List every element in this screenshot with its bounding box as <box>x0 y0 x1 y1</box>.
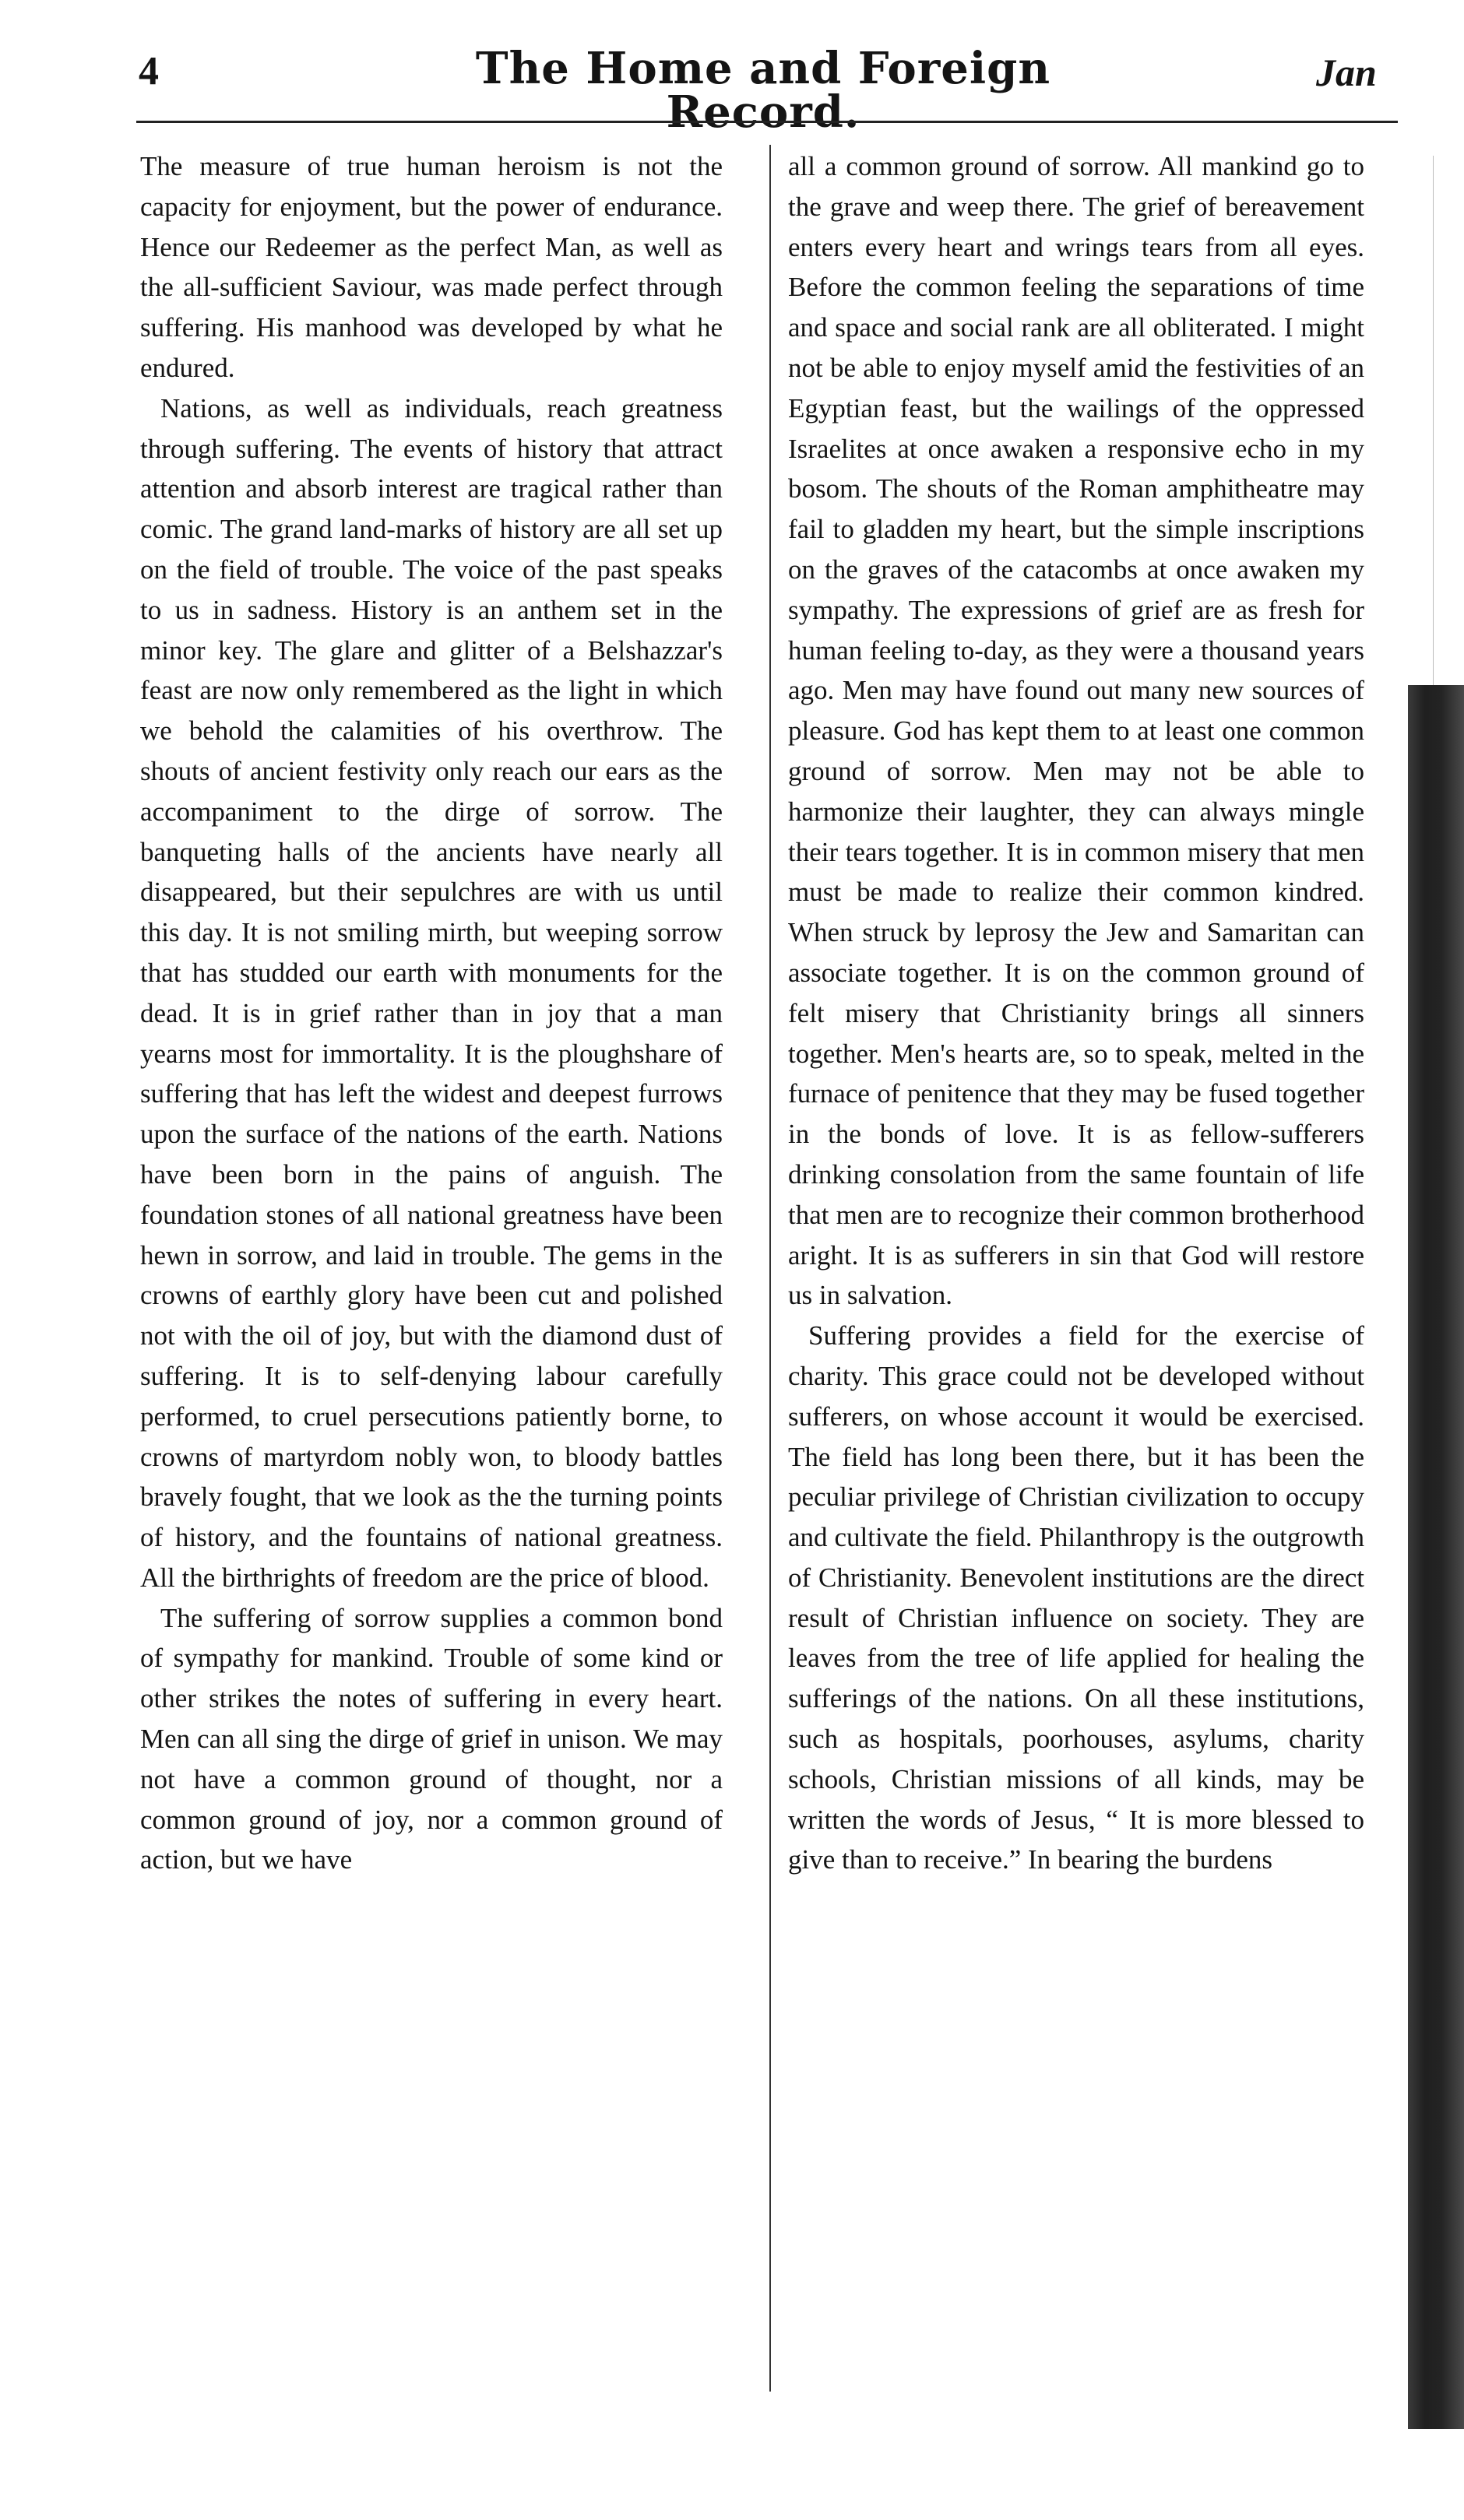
page-edge <box>1433 156 1464 685</box>
left-paragraph-1: The measure of true human heroism is not the capacity for enjoyment, but the power of endurance. Hence our Redeemer as the perfect Man, as well as the all-sufficient Saviour, was made perfect through suffering. His manhood was developed by what he endured. <box>140 151 723 383</box>
scan-edge-shadow <box>1408 685 1464 2429</box>
left-paragraph-3: The suffering of sorrow supplies a common bond of sympathy for mankind. Trouble of some kind or other strikes the notes of suffering in every heart. Men can all sing the dirge of grief in unison. We may not have a common ground of thought, nor a common ground of joy, nor a common ground of action, but we have <box>140 1602 723 1875</box>
right-paragraph-1: all a common ground of sorrow. All mankind go to the grave and weep there. The grief of bereavement enters every heart and wrings tears from all eyes. Before the common feeling the separations of time and space and social rank are all obliterated. I might not be able to enjoy myself amid the festivities of an Egyptian feast, but the wailings of the oppressed Israelites at once awaken a responsive echo in my bosom. The shouts of the Roman amphitheatre may fail to gladden my heart, but the simple inscriptions on the graves of the catacombs at once awaken my sympathy. The expressions of grief are as fresh for human feeling to-day, as they were a thousand years ago. Men may have found out many new sources of pleasure. God has kept them to at least one common ground of sorrow. Men may not be able to harmonize their laughter, they can always mingle their tears together. It is in common misery that men must be made to realize their common kindred. When struck by leprosy the Jew and Samaritan can associate together. It is on the common ground of felt misery that Christianity brings all sinners together. Men's hearts are, so to speak, melted in the furnace of penitence that they may be fused together in the bonds of love. It is as fellow-sufferers drinking consolation from the same fountain of life that men are to recognize their common brotherhood aright. It is as sufferers in sin that God will restore us in salvation. <box>788 151 1364 1311</box>
page-header <box>0 0 1464 138</box>
running-title: The Home and Foreign Record. <box>475 43 1051 138</box>
left-paragraph-2: Nations, as well as individuals, reach greatness through suffering. The events of history that attract attention and absorb interest are tragical rather than comic. The grand land-marks of history are all set up on the field of trouble. The voice of the past speaks to us in sadness. History is an anthem set in the minor key. The glare and glitter of a Belshazzar's feast are now only remembered as the light in which we behold the calamities of his overthrow. The shouts of ancient festivity only reach our ears as the accompaniment to the dirge of sorrow. The banqueting halls of the ancients have nearly all disappeared, but their sepulchres are with us until this day. It is not smiling mirth, but weeping sorrow that has studded our earth with monuments for the dead. It is in grief rather than in joy that a man yearns most for immortality. It is the ploughshare of suffering that has left the widest and deepest furrows upon the surface of the nations of the earth. Nations have been born in the pains of anguish. The foundation stones of all national greatness have been hewn in sorrow, and laid in trouble. The gems in the crowns of earthly glory have been cut and polished not with the oil of joy, but with the diamond dust of suffering. It is to self-denying labour carefully performed, to cruel persecutions patiently borne, to crowns of martyrdom nobly won, to bloody battles bravely fought, that we look as the the turning points of history, and the fountains of national greatness. All the birthrights of freedom are the price of blood. <box>140 392 723 1593</box>
header-rule <box>136 121 1398 123</box>
running-date: Jan <box>1316 51 1377 94</box>
column-divider <box>769 145 771 2392</box>
left-column <box>140 146 723 2404</box>
right-column <box>788 146 1364 2404</box>
right-paragraph-2: Suffering provides a field for the exercise of charity. This grace could not be developed without sufferers, on whose account it would be exercised. The field has long been there, but it has been the peculiar privilege of Christian civilization to occupy and cultivate the field. Philanthropy is the outgrowth of Christianity. Benevolent institutions are the direct result of Christian influence on society. They are leaves from the tree of life applied for healing the sufferings of the nations. On all these institutions, such as hospitals, poorhouses, asylums, charity schools, Christian missions of all kinds, may be written the words of Jesus, “ It is more blessed to give than to receive.” In bearing the burdens <box>788 1320 1364 1875</box>
page-number: 4 <box>139 49 159 93</box>
